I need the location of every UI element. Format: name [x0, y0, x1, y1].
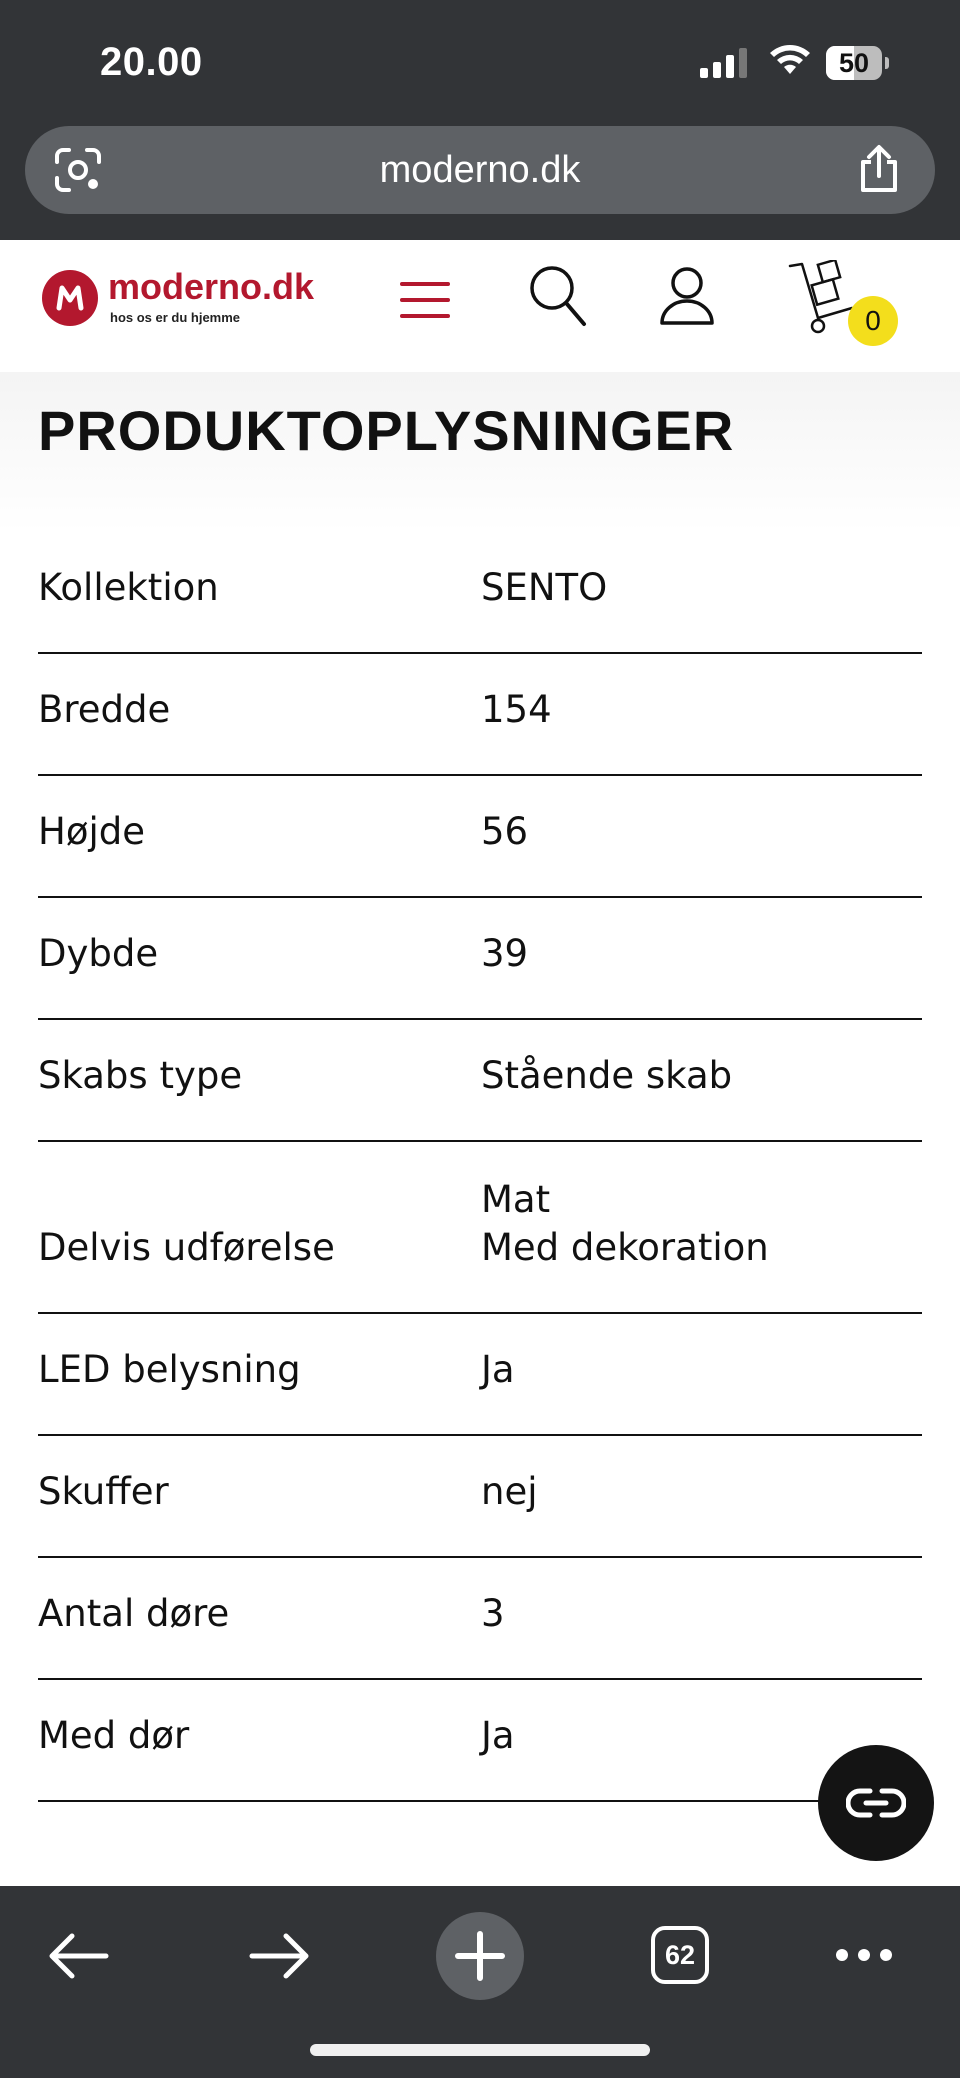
site-header	[0, 240, 960, 372]
spec-value-multiline	[481, 1176, 922, 1272]
status-time: 20.00	[100, 40, 203, 84]
plus-icon	[436, 1912, 524, 2000]
spec-label: Skuffer	[38, 1470, 169, 1513]
back-arrow-icon[interactable]	[46, 1924, 112, 1988]
spec-row	[38, 532, 922, 654]
spec-value-line: Mat	[481, 1178, 551, 1221]
spec-row	[38, 1436, 922, 1558]
spec-value: SENTO	[481, 566, 608, 609]
spec-value: 39	[481, 932, 529, 975]
chat-link-icon	[846, 1783, 906, 1823]
spec-row	[38, 1020, 922, 1142]
spec-row	[38, 1680, 922, 1802]
spec-row	[38, 1142, 922, 1314]
spec-label: LED belysning	[38, 1348, 301, 1391]
spec-value: 3	[481, 1592, 505, 1635]
spec-table	[38, 532, 922, 1802]
spec-row	[38, 898, 922, 1020]
wifi-icon	[768, 44, 812, 78]
spec-value: 154	[481, 688, 552, 731]
spec-label: Skabs type	[38, 1054, 243, 1097]
spec-row	[38, 776, 922, 898]
logo-mark-icon	[42, 270, 98, 326]
page-title: PRODUKTOPLYSNINGER	[38, 399, 735, 462]
address-bar[interactable]	[25, 126, 935, 214]
share-icon[interactable]	[857, 144, 901, 194]
more-icon[interactable]	[834, 1940, 894, 1970]
spec-value: Ja	[481, 1714, 515, 1757]
tabs-count: 62	[664, 1940, 696, 1970]
spec-label: Antal døre	[38, 1592, 230, 1635]
spec-value: 56	[481, 810, 529, 853]
search-icon[interactable]	[528, 264, 588, 328]
spec-label: Kollektion	[38, 566, 219, 609]
site-logo[interactable]	[42, 268, 332, 338]
spec-row	[38, 654, 922, 776]
spec-row	[38, 1558, 922, 1680]
cart-icon[interactable]	[788, 260, 858, 338]
spec-label: Med dør	[38, 1714, 190, 1757]
user-icon[interactable]	[658, 266, 716, 326]
battery-percent: 50	[838, 48, 870, 78]
browser-top-bar	[0, 0, 960, 240]
tabs-icon[interactable]	[651, 1926, 709, 1984]
spec-label: Dybde	[38, 932, 159, 975]
new-tab-button[interactable]	[436, 1912, 524, 2000]
url-text[interactable]: moderno.dk	[379, 149, 581, 191]
spec-value: Ja	[481, 1348, 515, 1391]
battery-icon	[826, 46, 890, 80]
spec-value: nej	[481, 1470, 538, 1513]
chat-button[interactable]	[818, 1745, 934, 1861]
spec-row	[38, 1314, 922, 1436]
spec-value-line: Med dekoration	[481, 1226, 769, 1269]
logo-tagline: hos os er du hjemme	[110, 310, 241, 325]
spec-label: Højde	[38, 810, 145, 853]
spec-label: Delvis udførelse	[38, 1226, 335, 1269]
signal-icon	[700, 48, 750, 78]
forward-arrow-icon[interactable]	[246, 1924, 312, 1988]
logo-name: moderno.dk	[108, 266, 315, 307]
spec-label: Bredde	[38, 688, 171, 731]
home-indicator	[310, 2044, 650, 2056]
cart-count-badge[interactable]: 0	[848, 296, 898, 346]
menu-icon[interactable]	[398, 278, 452, 322]
spec-value: Stående skab	[481, 1054, 733, 1097]
